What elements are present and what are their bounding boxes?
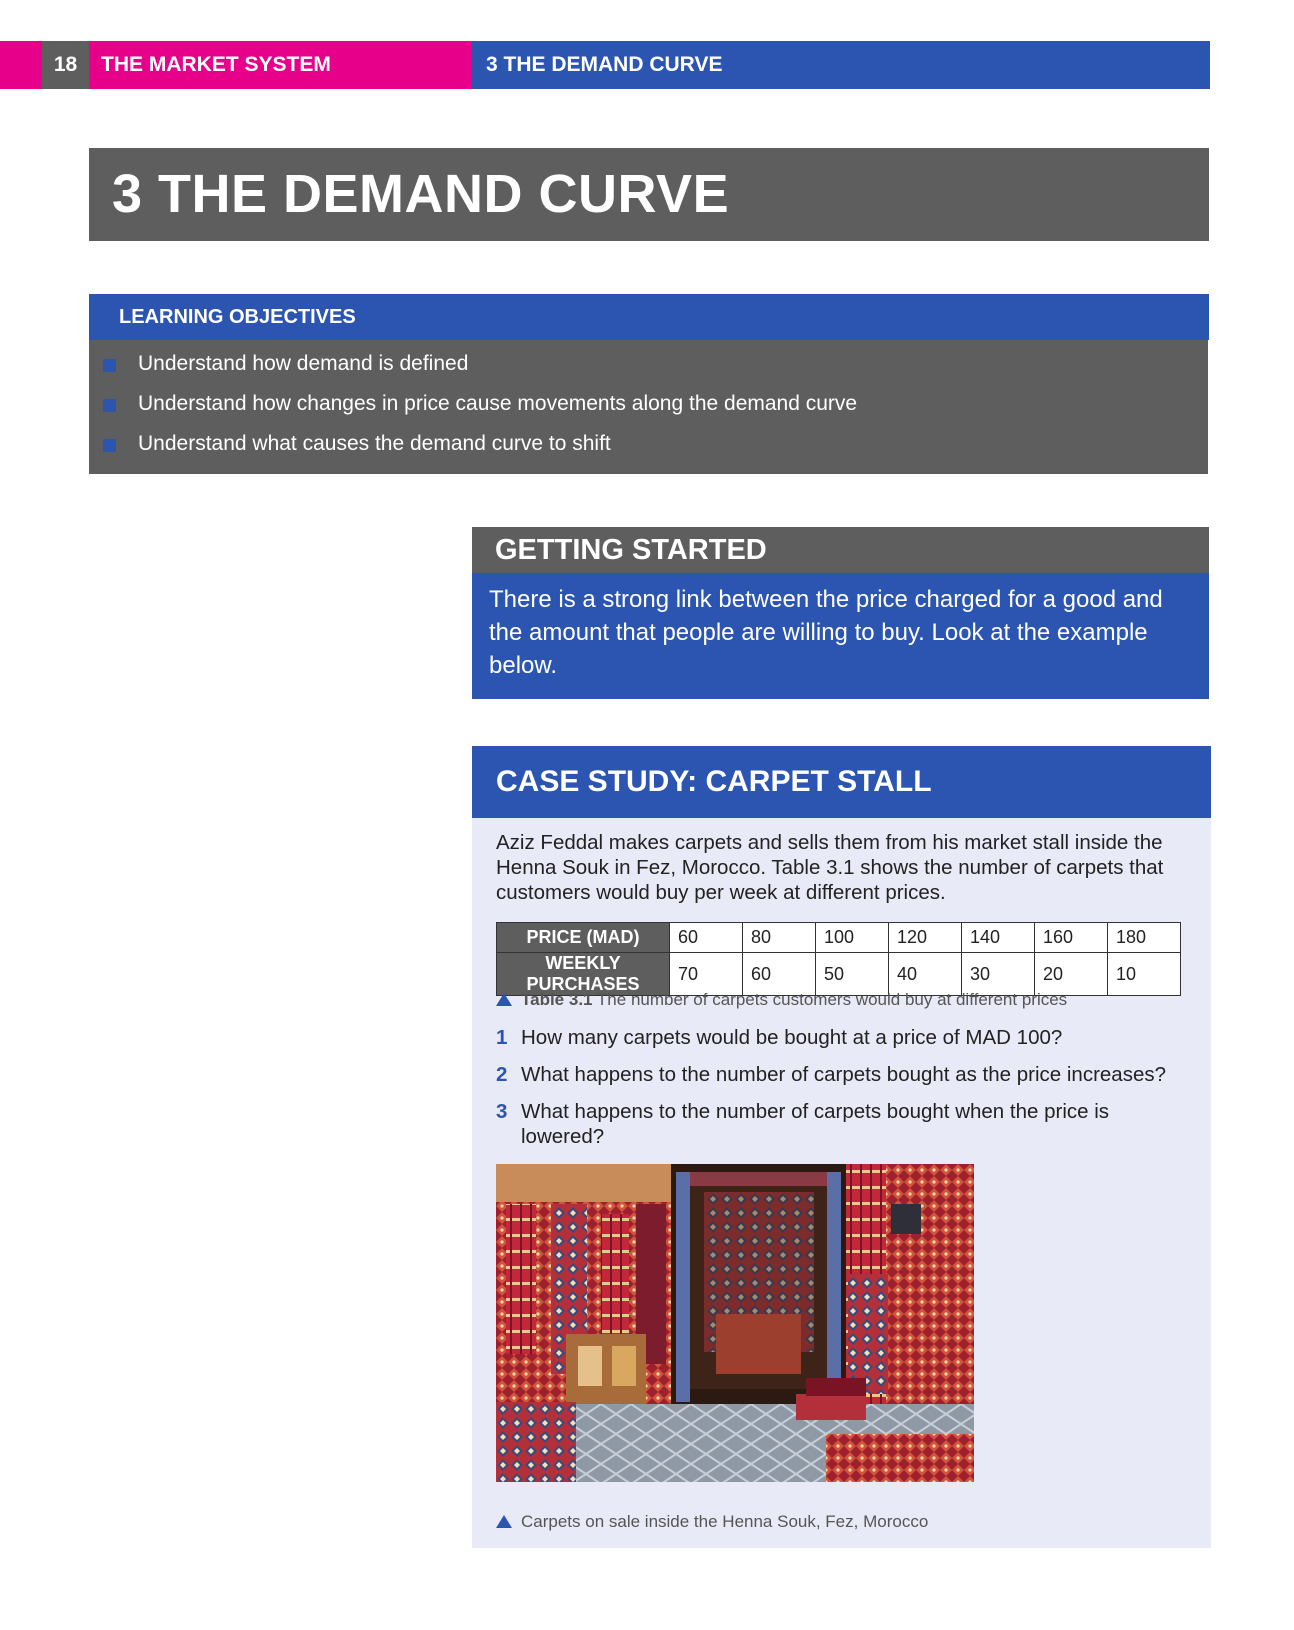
getting-started-heading: GETTING STARTED	[472, 527, 1209, 573]
photo-caption-text: Carpets on sale inside the Henna Souk, Fez, Morocco	[521, 1512, 929, 1531]
section-title: THE MARKET SYSTEM	[89, 41, 472, 89]
table-cell: 140	[962, 923, 1035, 953]
triangle-up-icon	[496, 1515, 512, 1528]
table-cell: 40	[889, 953, 962, 996]
chapter-running-title: 3 THE DEMAND CURVE	[472, 41, 1210, 89]
table-cell: 160	[1035, 923, 1108, 953]
running-header	[0, 41, 1210, 89]
table-cell: 50	[816, 953, 889, 996]
page-number: 18	[42, 41, 89, 89]
objective-item	[89, 391, 1208, 431]
square-bullet-icon	[103, 439, 116, 452]
table-row-header: PRICE (MAD)	[497, 923, 670, 953]
table-cell: 80	[743, 923, 816, 953]
table-cell: 180	[1108, 923, 1181, 953]
table-caption-label: Table 3.1	[521, 990, 593, 1009]
question-text: What happens to the number of carpets bought as the price increases?	[521, 1063, 1166, 1086]
table-caption	[496, 990, 1067, 1010]
demand-table	[496, 922, 1181, 996]
header-accent-bar	[0, 41, 42, 89]
objective-item	[89, 351, 1208, 391]
question-text: How many carpets would be bought at a price of MAD 100?	[521, 1026, 1063, 1049]
table-caption-text: The number of carpets customers would buy at different prices	[596, 990, 1068, 1009]
photo-caption	[496, 1512, 928, 1532]
square-bullet-icon	[103, 399, 116, 412]
triangle-up-icon	[496, 993, 512, 1006]
learning-objectives-heading: LEARNING OBJECTIVES	[89, 294, 1209, 340]
case-study-panel	[472, 818, 1211, 1548]
table-cell: 60	[670, 923, 743, 953]
objective-text: Understand how demand is defined	[138, 352, 469, 375]
objective-item	[89, 431, 1208, 471]
table-row	[497, 923, 1181, 953]
question-text: What happens to the number of carpets bought when the price is lowered?	[521, 1100, 1110, 1148]
table-cell: 120	[889, 923, 962, 953]
table-cell: 10	[1108, 953, 1181, 996]
question-item	[496, 1099, 1136, 1149]
table-cell: 100	[816, 923, 889, 953]
table-cell: 30	[962, 953, 1035, 996]
table-row-header: WEEKLY PURCHASES	[497, 953, 670, 996]
objective-text: Understand how changes in price cause movements along the demand curve	[138, 392, 858, 415]
question-item	[496, 1062, 1196, 1087]
getting-started-text: There is a strong link between the price charged for a good and the amount that people are willing to buy. Look at the example below.	[472, 573, 1209, 699]
case-study-heading: CASE STUDY: CARPET STALL	[472, 746, 1211, 818]
table-cell: 60	[743, 953, 816, 996]
table-cell: 20	[1035, 953, 1108, 996]
question-item	[496, 1025, 1196, 1050]
question-number: 2	[496, 1063, 508, 1086]
learning-objectives-list	[89, 340, 1208, 474]
objective-text: Understand what causes the demand curve to shift	[138, 432, 611, 455]
case-study-intro: Aziz Feddal makes carpets and sells them from his market stall inside the Henna Souk in Fez, Morocco. Table 3.1 shows the number of carpets that customers would buy per week at different prices.	[496, 831, 1164, 904]
question-number: 3	[496, 1100, 508, 1123]
chapter-title: 3 THE DEMAND CURVE	[89, 148, 1209, 241]
table-cell: 70	[670, 953, 743, 996]
carpet-stall-photo	[496, 1164, 974, 1482]
question-number: 1	[496, 1026, 508, 1049]
square-bullet-icon	[103, 359, 116, 372]
